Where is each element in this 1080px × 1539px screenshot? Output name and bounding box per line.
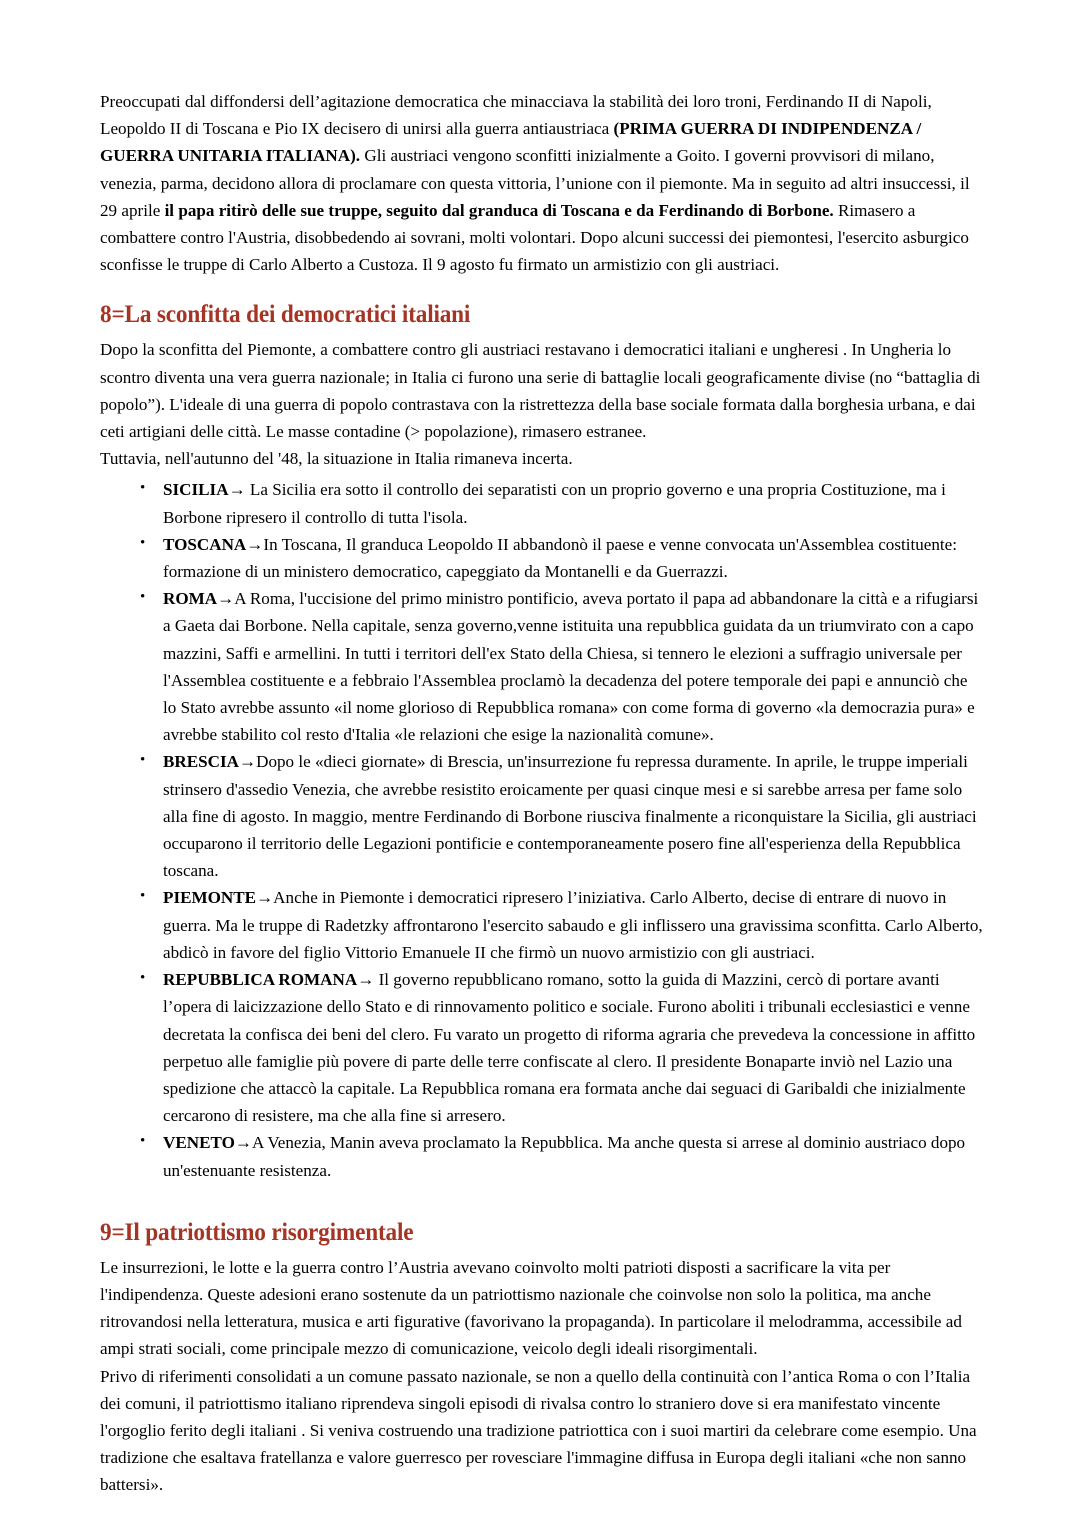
list-item [100,531,985,585]
bullet-term: VENETO [163,1133,235,1153]
intro-text-part-2: Gli austriaci vengono sconfitti inizialmente a Goito. I governi provvisori di milano, venezia, parma, decidono allora di proclamare con questa vittoria, l’unione con il piemonte. Ma in seguito ad altri insuccessi, il 29 aprile [100,146,970,220]
list-item [100,1129,985,1183]
bullet-term: SICILIA [163,480,229,500]
bullet-arrow-icon: → [217,589,235,609]
section-9-paragraph-2: Privo di riferimenti consolidati a un comune passato nazionale, se non a quello della continuità con l’antica Roma o con l’Italia dei comuni, il patriottismo italiano riprendeva singoli episodi di rivalsa contro lo straniero dove si era manifestato vincente l'orgoglio ferito degli italiani . Si veniva costruendo una tradizione patriottica con i suoi martiri da celebrare come esempio. Una tradizione che esaltava fratellanza e valore guerresco per rovesciare l'immagine diffusa in Europa degli italiani «che non sanno battersi». [100,1366,977,1495]
intro-bold-prima-guerra: (PRIMA GUERRA DI INDIPENDENZA / GUERRA UNITARIA ITALIANA). [100,119,922,166]
bullet-text: Dopo le «dieci giornate» di Brescia, un'insurrezione fu repressa duramente. In aprile, le truppe imperiali strinsero d'assedio Venezia, che avrebbe resistito eroicamente per quasi cinque mesi e si sarebbe arresa per fame solo alla fine di agosto. In maggio, mentre Ferdinando di Borbone riusciva finalmente a riconquistare la Sicilia, gli austriaci occuparono il territorio delle Legazioni pontificie e contemporaneamente posero fine all'esperienza della Repubblica toscana. [163,752,977,881]
list-item [100,476,985,530]
bullet-term: BRESCIA [163,752,239,772]
intro-text-part-3: Rimasero a combattere contro l'Austria, disobbedendo ai sovrani, molti volontari. Dopo alcuni successi dei piemontesi, l'esercito asburgico sconfisse le truppe di Carlo Alberto a Custoza. Il 9 agosto fu firmato un armistizio con gli austriaci. [100,200,969,275]
list-item [100,884,985,966]
section-9-heading: 9=Il patriottismo risorgimentale [100,1218,414,1246]
bullet-text: A Venezia, Manin aveva proclamato la Repubblica. Ma anche questa si arrese al dominio austriaco dopo un'estenuante resistenza. [163,1133,966,1180]
section-8-bullet-list [100,476,985,1183]
intro-paragraph [100,88,985,278]
bullet-term: PIEMONTE [163,888,257,908]
bullet-term: ROMA [163,589,218,609]
bullet-text: Il governo repubblicano romano, sotto la guida di Mazzini, cercò di portare avanti l’opera di laicizzazione dello Stato e di rinnovamento politico e sociale. Furono aboliti i tribunali ecclesiastici e venne decretata la confisca dei beni del clero. Fu varato un progetto di riforma agraria che prevedeva la concessione in affitto perpetuo alle famiglie più povere di parte delle terre confiscate al clero. Il presidente Bonaparte inviò nel Lazio una spedizione che attaccò la capitale. La Repubblica romana era formata anche dai seguaci di Garibaldi che inizialmente cercarono di resistere, ma che alla fine si arresero. [163,970,976,1126]
bullet-text: Anche in Piemonte i democratici ripresero l’iniziativa. Carlo Alberto, decise di entrare di nuovo in guerra. Ma le truppe di Radetzky affrontarono l'esercito sabaudo e gli inflissero una gravissima sconfitta. Carlo Alberto, abdicò in favore del figlio Vittorio Emanuele II che firmò un nuovo armistizio con gli austriaci. [163,888,983,962]
bullet-arrow-icon: → [228,480,246,500]
section-9-paragraph-1: Le insurrezioni, le lotte e la guerra contro l’Austria avevano coinvolto molti patrioti disposti a sacrificare la vita per l'indipendenza. Queste adesioni erano sostenute da un patriottismo nazionale che coinvolse non solo la politica, ma anche ritrovandosi nella letteratura, musica e arti figurative (favorivano la propaganda). In particolare il melodramma, accessibile ad ampi strati sociali, come principale mezzo di comunicazione, veicolo degli ideali risorgimentali. [100,1257,962,1359]
bullet-arrow-icon: → [234,1133,252,1153]
list-item [100,748,985,884]
list-item [100,966,985,1129]
bullet-text: A Roma, l'uccisione del primo ministro pontificio, aveva portato il papa ad abbandonare la città e a rifugiarsi a Gaeta dai Borbone. Nella capitale, senza governo,venne istituita una repubblica guidata da un triumvirato con a capo mazzini, Saffi e armellini. In tutti i territori dell'ex Stato della Chiesa, si tennero le elezioni a suffragio universale per l'Assemblea costituente e a febbraio l'Assemblea proclamò la decadenza del potere temporale dei papi e annunciò che lo Stato avrebbe assunto «il nome glorioso di Repubblica romana» con come forma di governo «la democrazia pura» e avrebbe stabilito col resto d'Italia «le relazioni che esige la nazionalità comune». [163,589,979,745]
bullet-text: In Toscana, Il granduca Leopoldo II abbandonò il paese e venne convocata un'Assemblea costituente: formazione di un ministero democratico, capeggiato da Montanelli e da Guerrazzi. [163,534,957,582]
intro-text-part-1: Preoccupati dal diffondersi dell’agitazione democratica che minacciava la stabilità dei loro troni, Ferdinando II di Napoli, Leopoldo II di Toscana e Pio IX decisero di unirsi alla guerra antiaustriaca [100,92,932,139]
bullet-text: La Sicilia era sotto il controllo dei separatisti con un proprio governo e una propria Costituzione, ma i Borbone ripresero il controllo di tutta l'isola. [163,480,946,527]
bullet-term: REPUBBLICA ROMANA [163,970,358,990]
bullet-term: TOSCANA [163,534,247,554]
bullet-arrow-icon: → [239,752,257,772]
bullet-arrow-icon: → [246,534,264,554]
intro-bold-papa-ritiro: il papa ritirò delle sue truppe, seguito dal granduca di Toscana e da Ferdinando di Borbone. [164,200,834,220]
section-8-paragraph-2: Tuttavia, nell'autunno del '48, la situazione in Italia rimaneva incerta. [100,449,573,469]
list-item [100,585,985,748]
bullet-arrow-icon: → [256,888,274,908]
section-8-heading: 8=La sconfitta dei democratici italiani [100,301,471,329]
section-8-paragraph-1: Dopo la sconfitta del Piemonte, a combattere contro gli austriaci restavano i democratici italiani e ungheresi . In Ungheria lo scontro diventa una vera guerra nazionale; in Italia ci furono una serie di battaglie locali geograficamente divise (no “battaglia di popolo”). L'ideale di una guerra di popolo contrastava con la ristrettezza della base sociale formata dalla borghesia urbana, e dai ceti artigiani delle città. Le masse contadine (> popolazione), rimasero estranee. [100,340,981,442]
bullet-arrow-icon: → [357,970,375,990]
